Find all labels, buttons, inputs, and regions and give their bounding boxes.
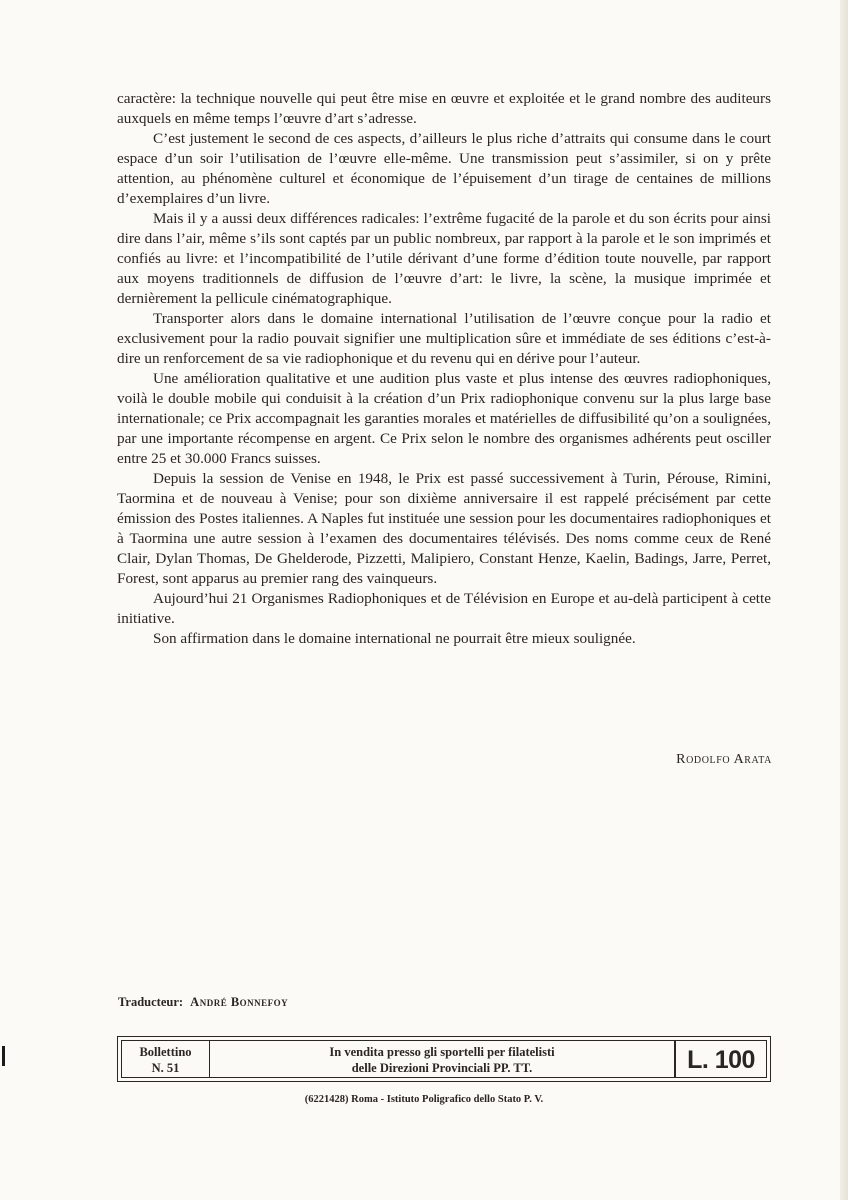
translator-name: André Bonnefoy: [190, 995, 289, 1009]
paragraph-5: Une amélioration qualitative et une audition plus vaste et plus intense des œuvres radiophoniques, voilà le double mobile qui conduisit à la création d’un Prix radiophonique convenu sur la plus large base internationale; ce Prix accompagnait les garanties morales et matérielles de diffusibilité qu’on a soulignées, par une importante récompense en argent. Ce Prix selon le nombre des organismes adhérents peut osciller entre 25 et 30.000 Francs suisses.: [117, 370, 771, 467]
printer-imprint: (6221428) Roma - Istituto Poligrafico dello Stato P. V.: [304, 1094, 544, 1105]
bulletin-number: N. 51: [151, 1061, 180, 1075]
paragraph-1: caractère: la technique nouvelle qui peut être mise en œuvre et exploitée et le grand nombre des auditeurs auxquels en même temps l’œuvre d’art s’adresse.: [117, 90, 771, 127]
price-cell: L. 100: [674, 1041, 766, 1077]
sale-line-2: delle Direzioni Provinciali PP. TT.: [351, 1061, 533, 1075]
paragraph-4: Transporter alors dans le domaine international l’utilisation de l’œuvre conçue pour la radio et exclusivement pour la radio pouvait signifier une multiplication sûre et immédiate de ses éditions c’est-à-dire un renforcement de sa vie radiophonique et du revenu qui en dérive pour l’auteur.: [117, 310, 771, 367]
paragraph-7: Aujourd’hui 21 Organismes Radiophoniques et de Télévision en Europe et au-delà participent à cette initiative.: [117, 590, 771, 627]
paragraph-3: Mais il y a aussi deux différences radicales: l’extrême fugacité de la parole et du son écrits pour ainsi dire dans l’air, même s’ils sont captés par un public nombreux, par rapport à la parole et le son imprimés et confiés au livre: et l’incompatibilité de l’utile dérivant d’une forme d’édition toute nouvelle, par rapport aux moyens traditionnels de diffusion de l’œuvre d’art: le livre, la scène, la musique imprimée et dernièrement la pellicule cinématographique.: [117, 210, 771, 307]
paragraph-2: C’est justement le second de ces aspects, d’ailleurs le plus riche d’attraits qui consume dans le court espace d’un soir l’utilisation de l’œuvre elle-même. Une transmission peut s’assimiler, si on y prête attention, au phénomène culturel et économique de l’épuisement d’un tirage de centaines de millions d’exemplaires d’un livre.: [117, 130, 771, 207]
translator-credit: [118, 995, 288, 1010]
author-signature: Rodolfo Arata: [676, 752, 772, 767]
sale-info-cell: [210, 1041, 674, 1080]
bulletin-cell: [122, 1041, 210, 1077]
paragraph-8: Son affirmation dans le domaine international ne pourrait être mieux soulignée.: [153, 630, 636, 647]
translator-label: Traducteur:: [118, 995, 184, 1009]
sale-line-1: In vendita presso gli sportelli per filatelisti: [329, 1045, 555, 1059]
article-body: [117, 89, 771, 649]
bulletin-label: Bollettino: [139, 1045, 192, 1059]
paragraph-6: Depuis la session de Venise en 1948, le Prix est passé successivement à Turin, Pérouse, Rimini, Taormina et de nouveau à Venise; pour son dixième anniversaire il est rappelé précisément par cette émission des Postes italiennes. A Naples fut instituée une session pour les documentaires radiophoniques et à Taormina une autre session à l’examen des documentaires télévisés. Des noms comme ceux de René Clair, Dylan Thomas, De Ghelderode, Pizzetti, Malipiero, Constant Henze, Kaelin, Badings, Jarre, Perret, Forest, sont apparus au premier rang des vainqueurs.: [117, 470, 771, 587]
margin-mark: [2, 1046, 5, 1066]
footer-box: [117, 1036, 771, 1082]
footer-inner-frame: [121, 1040, 767, 1078]
page-edge: [840, 0, 848, 1200]
